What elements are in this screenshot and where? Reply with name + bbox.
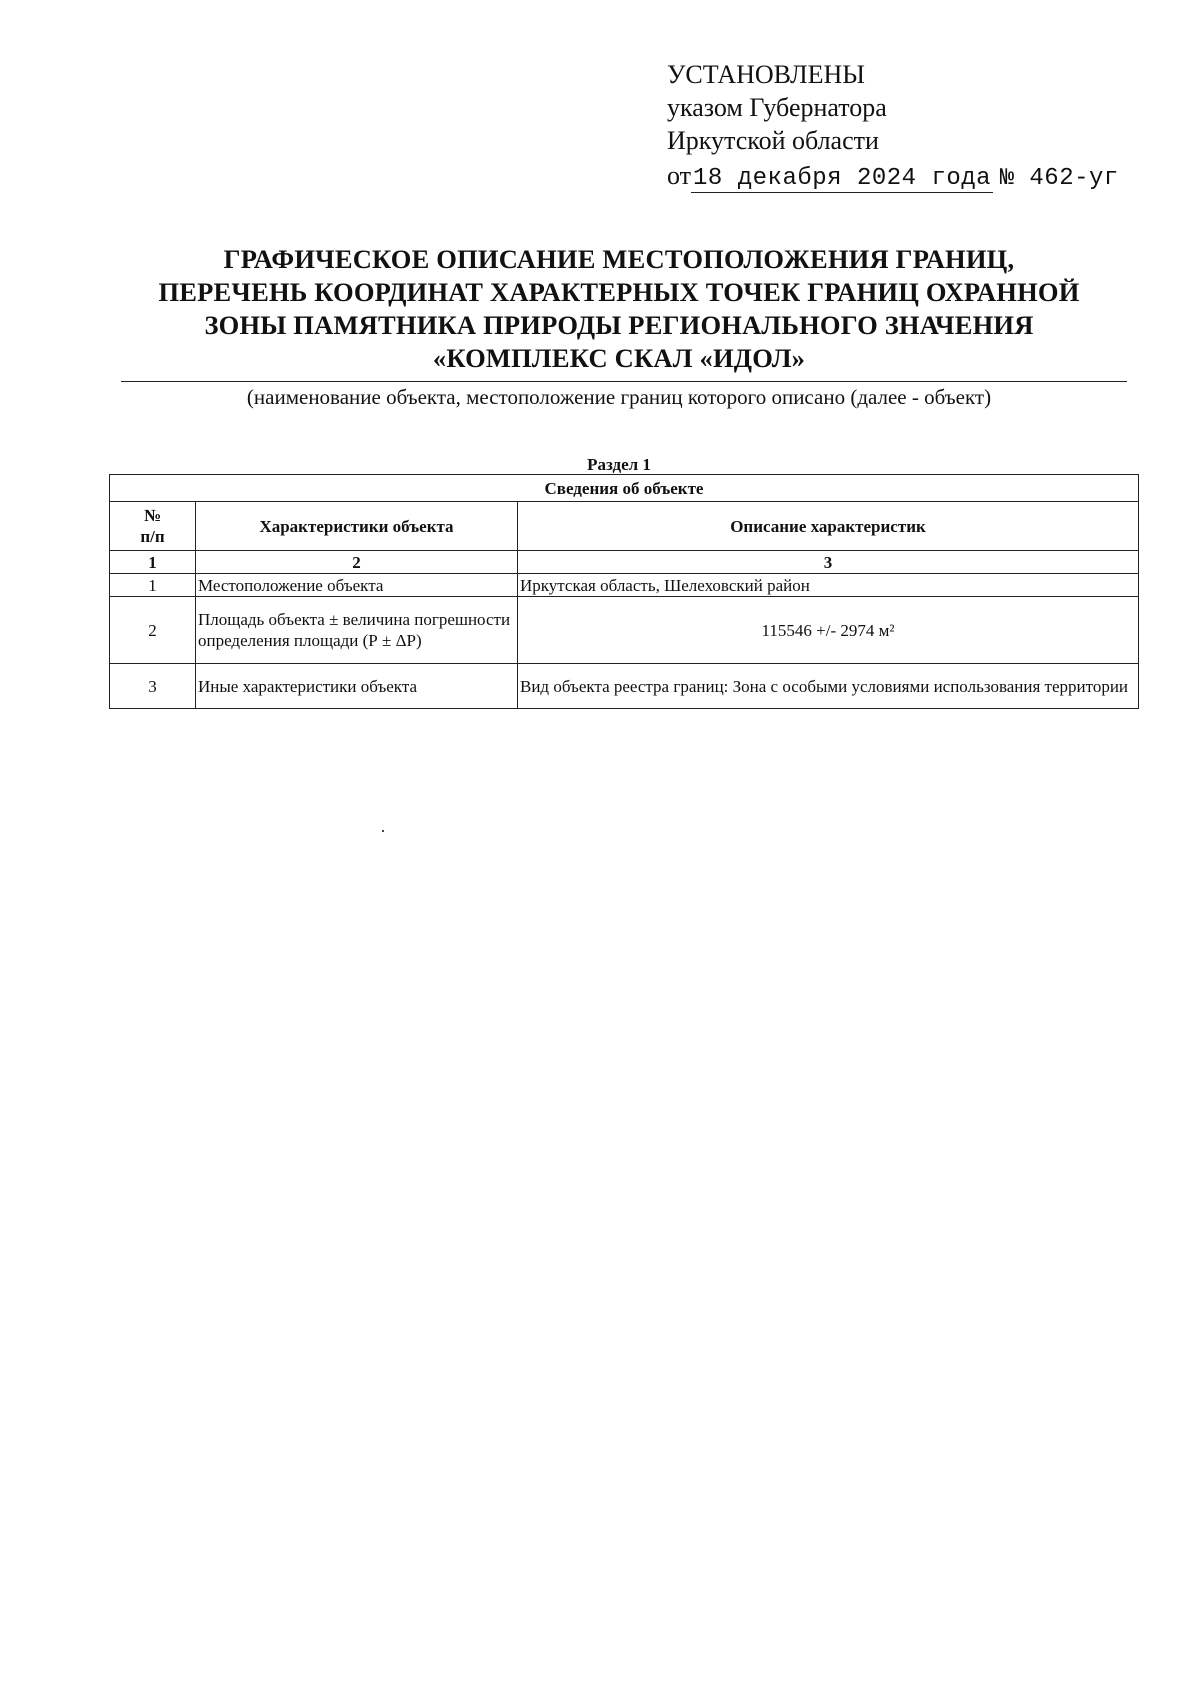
- document-title: [110, 243, 1128, 375]
- row-number: 3: [110, 664, 196, 709]
- title-line-4: «КОМПЛЕКС СКАЛ «ИДОЛ»: [432, 343, 806, 373]
- scan-speck: [382, 830, 384, 832]
- approval-line-3: Иркутской области: [667, 126, 879, 155]
- title-underline: [121, 381, 1127, 382]
- row-description: 115546 +/- 2974 м²: [518, 597, 1139, 664]
- table-caption: Сведения об объекте: [110, 475, 1139, 502]
- document-subtitle: (наименование объекта, местоположение границ которого описано (далее - объект): [246, 385, 992, 409]
- header-description: Описание характеристик: [518, 502, 1139, 551]
- header-num-line-2: п/п: [140, 527, 165, 546]
- title-line-2: ПЕРЕЧЕНЬ КООРДИНАТ ХАРАКТЕРНЫХ ТОЧЕК ГРАНИЦ ОХРАННОЙ: [158, 277, 1080, 307]
- approval-line-1: УСТАНОВЛЕНЫ: [667, 60, 865, 89]
- row-number: 2: [110, 597, 196, 664]
- table-index-row: [110, 551, 1139, 574]
- row-number: 1: [110, 574, 196, 597]
- title-line-3: ЗОНЫ ПАМЯТНИКА ПРИРОДЫ РЕГИОНАЛЬНОГО ЗНАЧЕНИЯ: [204, 310, 1034, 340]
- row-description: Иркутская область, Шелеховский район: [518, 574, 1139, 597]
- column-index: 3: [518, 551, 1139, 574]
- date-prefix: от: [667, 161, 692, 190]
- row-characteristic: Иные характеристики объекта: [196, 664, 518, 709]
- table-row: [110, 597, 1139, 664]
- table-caption-row: [110, 475, 1139, 502]
- section-label: Раздел 1: [587, 455, 651, 474]
- row-characteristic: Местоположение объекта: [196, 574, 518, 597]
- table-header-row: [110, 502, 1139, 551]
- table-row: [110, 664, 1139, 709]
- column-index: 1: [110, 551, 196, 574]
- table-row: [110, 574, 1139, 597]
- header-characteristics: Характеристики объекта: [196, 502, 518, 551]
- column-index: 2: [196, 551, 518, 574]
- row-description: Вид объекта реестра границ: Зона с особыми условиями использования территории: [518, 664, 1139, 709]
- date-value: 18 декабря 2024 года: [693, 165, 992, 192]
- title-line-1: ГРАФИЧЕСКОЕ ОПИСАНИЕ МЕСТОПОЛОЖЕНИЯ ГРАНИЦ,: [223, 244, 1015, 274]
- row-characteristic: Площадь объекта ± величина погрешности определения площади (Р ± ΔР): [196, 597, 518, 664]
- object-info-table: [109, 474, 1139, 709]
- header-num: [110, 502, 196, 551]
- approval-line-2: указом Губернатора: [667, 93, 887, 122]
- approval-date-line: [667, 159, 1119, 195]
- header-num-line-1: №: [143, 506, 162, 525]
- decree-number: № 462-уг: [999, 165, 1119, 192]
- approval-stamp: [667, 58, 1119, 195]
